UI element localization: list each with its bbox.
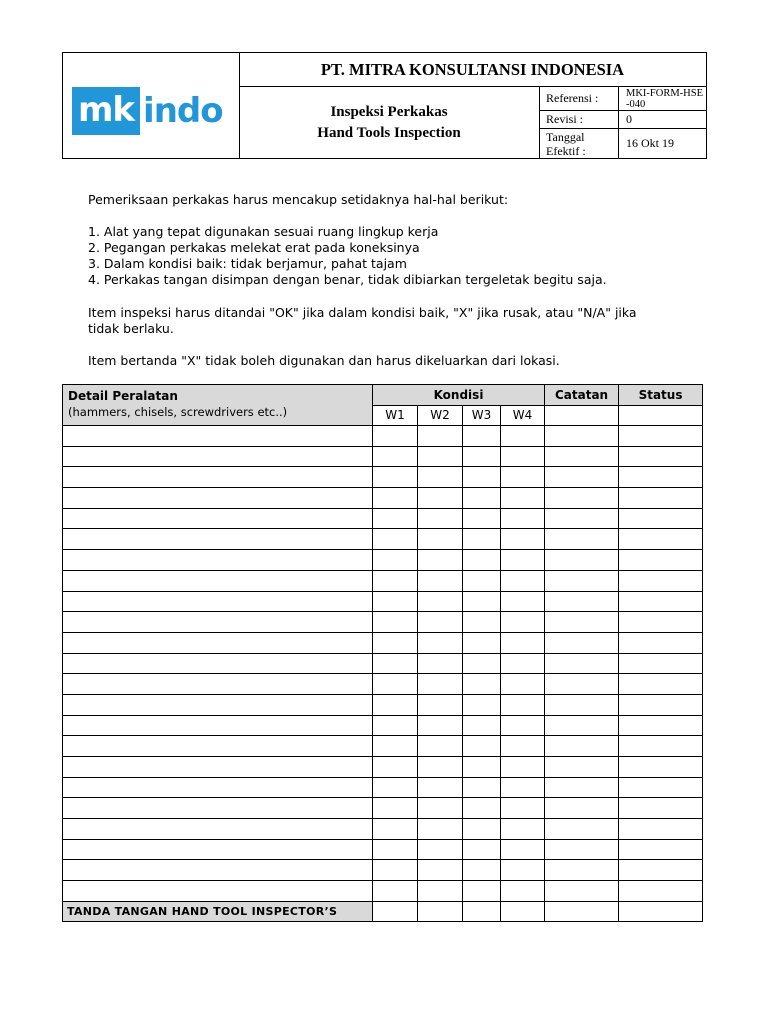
table-cell[interactable] — [63, 798, 373, 819]
table-cell[interactable] — [463, 488, 501, 509]
table-cell[interactable] — [373, 446, 418, 467]
table-cell[interactable] — [545, 612, 619, 633]
table-cell[interactable] — [63, 715, 373, 736]
table-cell[interactable] — [418, 591, 463, 612]
table-cell[interactable] — [373, 798, 418, 819]
inspection-table — [62, 384, 702, 922]
table-cell[interactable] — [501, 467, 545, 488]
table-cell[interactable] — [418, 757, 463, 778]
signature-cell[interactable] — [463, 901, 501, 921]
mkindo-logo — [72, 87, 223, 135]
table-cell[interactable] — [63, 612, 373, 633]
table-cell[interactable] — [501, 736, 545, 757]
table-cell[interactable] — [545, 819, 619, 840]
table-cell[interactable] — [463, 550, 501, 571]
table-cell[interactable] — [619, 488, 703, 509]
table-cell[interactable] — [373, 694, 418, 715]
table-cell[interactable] — [373, 488, 418, 509]
table-cell[interactable] — [501, 508, 545, 529]
signature-cell[interactable] — [501, 901, 545, 921]
table-cell[interactable] — [373, 467, 418, 488]
table-cell[interactable] — [545, 508, 619, 529]
table-cell[interactable] — [418, 819, 463, 840]
table-cell[interactable] — [463, 570, 501, 591]
table-cell[interactable] — [463, 632, 501, 653]
table-cell[interactable] — [418, 736, 463, 757]
table-cell[interactable] — [463, 529, 501, 550]
document-meta — [540, 87, 706, 158]
meta-key: Referensi : — [540, 87, 619, 110]
table-cell[interactable] — [63, 860, 373, 881]
table-cell[interactable] — [418, 839, 463, 860]
table-cell[interactable] — [373, 426, 418, 447]
table-cell[interactable] — [501, 632, 545, 653]
table-cell[interactable] — [501, 446, 545, 467]
table-cell[interactable] — [373, 881, 418, 902]
table-cell[interactable] — [463, 839, 501, 860]
table-cell[interactable] — [63, 488, 373, 509]
table-cell[interactable] — [373, 839, 418, 860]
intro-text: Pemeriksaan perkakas harus mencakup setidaknya hal-hal berikut: — [88, 192, 509, 207]
table-cell[interactable] — [63, 426, 373, 447]
table-cell[interactable] — [501, 612, 545, 633]
table-cell[interactable] — [63, 446, 373, 467]
form-title-en: Hand Tools Inspection — [317, 125, 461, 141]
table-row — [63, 550, 703, 571]
table-cell[interactable] — [619, 426, 703, 447]
table-cell[interactable] — [463, 653, 501, 674]
table-cell[interactable] — [501, 798, 545, 819]
table-cell[interactable] — [619, 674, 703, 695]
table-cell[interactable] — [418, 674, 463, 695]
document-header — [62, 52, 707, 159]
table-cell[interactable] — [545, 488, 619, 509]
table-cell[interactable] — [63, 694, 373, 715]
table-cell[interactable] — [545, 446, 619, 467]
table-cell[interactable] — [463, 798, 501, 819]
table-row — [63, 715, 703, 736]
catatan-header: Catatan — [545, 385, 619, 406]
table-cell[interactable] — [545, 798, 619, 819]
table-cell[interactable] — [501, 550, 545, 571]
table-cell[interactable] — [545, 757, 619, 778]
table-cell[interactable] — [501, 881, 545, 902]
table-cell[interactable] — [463, 674, 501, 695]
table-row — [63, 570, 703, 591]
table-cell[interactable] — [545, 715, 619, 736]
table-cell[interactable] — [463, 881, 501, 902]
table-cell[interactable] — [418, 612, 463, 633]
table-cell[interactable] — [501, 777, 545, 798]
table-cell[interactable] — [463, 446, 501, 467]
table-cell[interactable] — [63, 839, 373, 860]
table-cell[interactable] — [373, 860, 418, 881]
table-cell[interactable] — [63, 570, 373, 591]
table-cell[interactable] — [63, 777, 373, 798]
table-cell[interactable] — [418, 653, 463, 674]
table-cell[interactable] — [418, 777, 463, 798]
checklist-item: 1. Alat yang tepat digunakan sesuai ruang lingkup kerja — [88, 224, 439, 239]
company-name: PT. MITRA KONSULTANSI INDONESIA — [239, 53, 706, 87]
warning-text: Item bertanda "X" tidak boleh digunakan dan harus dikeluarkan dari lokasi. — [88, 353, 560, 368]
table-row — [63, 736, 703, 757]
table-cell[interactable] — [373, 508, 418, 529]
table-cell[interactable] — [545, 839, 619, 860]
marking-line: Item inspeksi harus ditandai "OK" jika dalam kondisi baik, "X" jika rusak, atau "N/A" jika — [88, 305, 637, 320]
table-row — [63, 426, 703, 447]
table-cell[interactable] — [619, 839, 703, 860]
table-row — [63, 757, 703, 778]
table-cell[interactable] — [373, 757, 418, 778]
form-title — [239, 87, 540, 158]
table-cell[interactable] — [501, 488, 545, 509]
table-cell[interactable] — [418, 694, 463, 715]
table-row — [63, 529, 703, 550]
table-cell[interactable] — [545, 570, 619, 591]
table-cell[interactable] — [619, 467, 703, 488]
table-cell[interactable] — [418, 529, 463, 550]
catatan-subcell — [545, 405, 619, 426]
table-cell[interactable] — [619, 446, 703, 467]
detail-subheader: (hammers, chisels, screwdrivers etc..) — [68, 405, 288, 419]
table-cell[interactable] — [619, 570, 703, 591]
table-cell[interactable] — [501, 839, 545, 860]
week-header-w3: W3 — [463, 405, 501, 426]
table-cell[interactable] — [418, 715, 463, 736]
table-cell[interactable] — [501, 694, 545, 715]
table-cell[interactable] — [373, 736, 418, 757]
table-row — [63, 508, 703, 529]
table-cell[interactable] — [463, 777, 501, 798]
table-cell[interactable] — [373, 632, 418, 653]
table-cell[interactable] — [619, 694, 703, 715]
meta-value: MKI-FORM-HSE-040 — [626, 88, 704, 110]
table-cell[interactable] — [373, 674, 418, 695]
table-cell[interactable] — [545, 881, 619, 902]
table-cell[interactable] — [619, 632, 703, 653]
signature-label: TANDA TANGAN HAND TOOL INSPECTOR’S — [63, 901, 373, 921]
table-cell[interactable] — [619, 860, 703, 881]
table-cell[interactable] — [463, 591, 501, 612]
table-row — [63, 674, 703, 695]
table-row — [63, 488, 703, 509]
checklist-item: 3. Dalam kondisi baik: tidak berjamur, pahat tajam — [88, 256, 407, 271]
table-cell[interactable] — [463, 508, 501, 529]
table-row — [63, 653, 703, 674]
checklist-item: 2. Pegangan perkakas melekat erat pada koneksinya — [88, 240, 420, 255]
week-header-w1: W1 — [373, 405, 418, 426]
table-cell[interactable] — [619, 529, 703, 550]
logo-indo: indo — [143, 91, 223, 131]
table-cell[interactable] — [545, 653, 619, 674]
table-cell[interactable] — [545, 694, 619, 715]
form-title-id: Inspeksi Perkakas — [330, 104, 448, 120]
logo-mk: mk — [72, 87, 140, 135]
table-cell[interactable] — [619, 757, 703, 778]
table-cell[interactable] — [418, 881, 463, 902]
table-cell[interactable] — [463, 860, 501, 881]
table-cell[interactable] — [619, 653, 703, 674]
table-cell[interactable] — [418, 446, 463, 467]
table-cell[interactable] — [619, 777, 703, 798]
logo-cell — [63, 53, 240, 158]
table-cell[interactable] — [545, 736, 619, 757]
table-cell[interactable] — [619, 881, 703, 902]
table-cell[interactable] — [373, 653, 418, 674]
signature-cell[interactable] — [418, 901, 463, 921]
table-cell[interactable] — [63, 881, 373, 902]
table-cell[interactable] — [418, 488, 463, 509]
table-cell[interactable] — [63, 674, 373, 695]
table-row — [63, 612, 703, 633]
table-row — [63, 777, 703, 798]
table-cell[interactable] — [373, 550, 418, 571]
signature-cell[interactable] — [545, 901, 619, 921]
table-cell[interactable] — [373, 591, 418, 612]
table-cell[interactable] — [418, 632, 463, 653]
meta-key: Tanggal Efektif : — [540, 129, 619, 158]
table-row — [63, 446, 703, 467]
table-cell[interactable] — [545, 426, 619, 447]
table-cell[interactable] — [418, 798, 463, 819]
table-row — [63, 591, 703, 612]
table-cell[interactable] — [501, 653, 545, 674]
table-cell[interactable] — [373, 715, 418, 736]
table-row — [63, 694, 703, 715]
table-cell[interactable] — [418, 550, 463, 571]
table-row — [63, 632, 703, 653]
table-cell[interactable] — [63, 591, 373, 612]
meta-value: 0 — [626, 112, 632, 126]
table-cell[interactable] — [63, 529, 373, 550]
signature-cell[interactable] — [619, 901, 703, 921]
checklist-item: 4. Perkakas tangan disimpan dengan benar, tidak dibiarkan tergeletak begitu saja. — [88, 272, 607, 287]
table-cell[interactable] — [545, 860, 619, 881]
detail-header-cell — [63, 385, 373, 426]
table-cell[interactable] — [501, 819, 545, 840]
table-row — [63, 860, 703, 881]
table-cell[interactable] — [501, 757, 545, 778]
table-cell[interactable] — [545, 777, 619, 798]
table-cell[interactable] — [463, 694, 501, 715]
meta-value: 16 Okt 19 — [626, 136, 674, 150]
table-cell[interactable] — [463, 757, 501, 778]
table-row — [63, 881, 703, 902]
meta-row-revisi — [540, 111, 706, 129]
table-cell[interactable] — [501, 715, 545, 736]
table-cell[interactable] — [373, 612, 418, 633]
table-cell[interactable] — [63, 819, 373, 840]
signature-cell[interactable] — [373, 901, 418, 921]
table-cell[interactable] — [463, 819, 501, 840]
table-cell[interactable] — [501, 570, 545, 591]
marking-instructions — [88, 305, 668, 337]
table-cell[interactable] — [373, 777, 418, 798]
meta-key: Revisi : — [540, 111, 619, 128]
table-row — [63, 819, 703, 840]
table-cell[interactable] — [463, 612, 501, 633]
table-cell[interactable] — [418, 860, 463, 881]
table-cell[interactable] — [63, 508, 373, 529]
table-cell[interactable] — [63, 757, 373, 778]
table-cell[interactable] — [63, 632, 373, 653]
table-cell[interactable] — [501, 426, 545, 447]
detail-header: Detail Peralatan — [68, 389, 178, 403]
kondisi-header: Kondisi — [373, 385, 545, 406]
table-cell[interactable] — [545, 529, 619, 550]
meta-row-tanggal — [540, 129, 706, 158]
table-cell[interactable] — [373, 570, 418, 591]
meta-row-referensi — [540, 87, 706, 111]
table-cell[interactable] — [63, 653, 373, 674]
table-cell[interactable] — [545, 467, 619, 488]
table-cell[interactable] — [418, 508, 463, 529]
table-cell[interactable] — [373, 529, 418, 550]
table-cell[interactable] — [463, 736, 501, 757]
table-cell[interactable] — [619, 508, 703, 529]
week-header-w4: W4 — [501, 405, 545, 426]
table-cell[interactable] — [619, 612, 703, 633]
checklist — [88, 224, 668, 288]
marking-line: tidak berlaku. — [88, 321, 174, 336]
status-header: Status — [619, 385, 703, 406]
table-cell[interactable] — [418, 570, 463, 591]
table-cell[interactable] — [418, 426, 463, 447]
table-cell[interactable] — [63, 736, 373, 757]
table-cell[interactable] — [545, 632, 619, 653]
table-cell[interactable] — [463, 426, 501, 447]
table-cell[interactable] — [619, 819, 703, 840]
table-cell[interactable] — [501, 529, 545, 550]
table-cell[interactable] — [373, 819, 418, 840]
table-row — [63, 798, 703, 819]
table-cell[interactable] — [463, 467, 501, 488]
table-cell[interactable] — [501, 591, 545, 612]
table-cell[interactable] — [619, 736, 703, 757]
table-cell[interactable] — [545, 674, 619, 695]
table-cell[interactable] — [545, 591, 619, 612]
status-subcell — [619, 405, 703, 426]
inspection-rows — [63, 426, 703, 902]
week-header-w2: W2 — [418, 405, 463, 426]
table-cell[interactable] — [418, 467, 463, 488]
table-cell[interactable] — [501, 674, 545, 695]
table-cell[interactable] — [619, 550, 703, 571]
table-row — [63, 839, 703, 860]
table-cell[interactable] — [63, 467, 373, 488]
table-cell[interactable] — [501, 860, 545, 881]
table-cell[interactable] — [619, 715, 703, 736]
table-cell[interactable] — [463, 715, 501, 736]
table-cell[interactable] — [619, 591, 703, 612]
table-cell[interactable] — [63, 550, 373, 571]
table-row — [63, 467, 703, 488]
table-cell[interactable] — [619, 798, 703, 819]
table-cell[interactable] — [545, 550, 619, 571]
